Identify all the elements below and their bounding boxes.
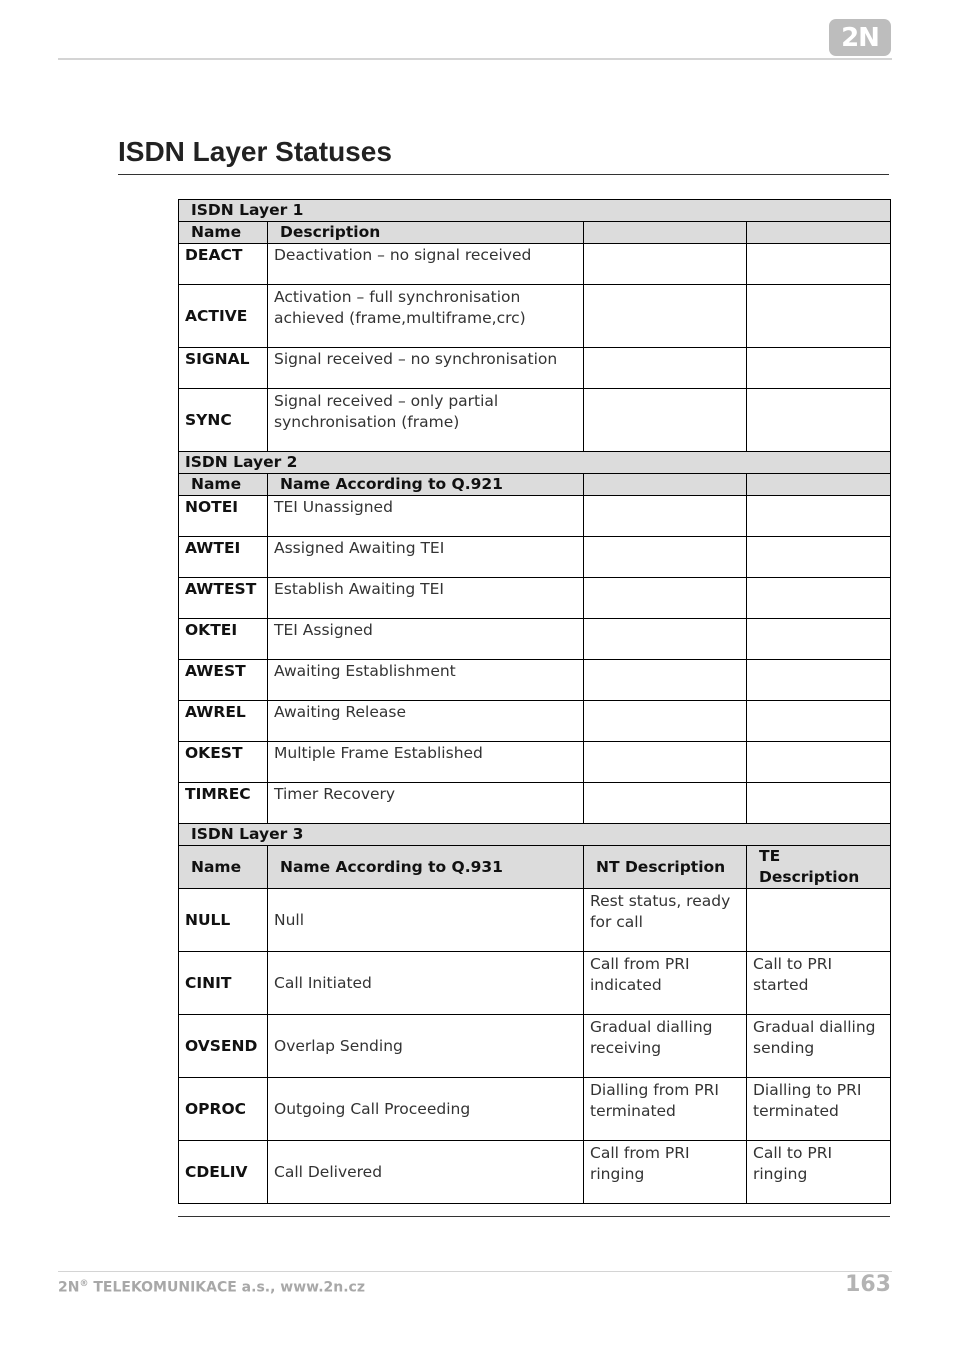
status-desc: Outgoing Call Proceeding xyxy=(268,1078,584,1141)
status-desc: Assigned Awaiting TEI xyxy=(268,537,584,578)
status-name: NOTEI xyxy=(179,496,268,537)
status-desc: Awaiting Release xyxy=(268,701,584,742)
te-desc xyxy=(747,889,891,952)
status-name: CDELIV xyxy=(179,1141,268,1204)
status-desc: Multiple Frame Established xyxy=(268,742,584,783)
table-row xyxy=(179,537,891,578)
table-row xyxy=(179,578,891,619)
status-name: DEACT xyxy=(179,244,268,285)
layer2-col-name: Name xyxy=(179,474,268,496)
status-name: ACTIVE xyxy=(179,285,268,348)
layer2-section-row xyxy=(179,452,891,474)
status-name: SYNC xyxy=(179,389,268,452)
layer3-section-row xyxy=(179,824,891,846)
table-bottom-rule xyxy=(178,1216,890,1217)
company-logo: 2N xyxy=(829,19,891,56)
status-name: OKEST xyxy=(179,742,268,783)
nt-desc: Gradual dialling receiving xyxy=(584,1015,747,1078)
layer3-header-row xyxy=(179,846,891,889)
layer3-col-te: TE Description xyxy=(747,846,891,889)
nt-desc: Dialling from PRI terminated xyxy=(584,1078,747,1141)
status-desc: Timer Recovery xyxy=(268,783,584,824)
layer2-title: ISDN Layer 2 xyxy=(179,452,891,474)
status-name: NULL xyxy=(179,889,268,952)
layer3-col-desc: Name According to Q.931 xyxy=(268,846,584,889)
table-row xyxy=(179,1141,891,1204)
layer1-title: ISDN Layer 1 xyxy=(191,201,304,219)
te-desc: Dialling to PRI terminated xyxy=(747,1078,891,1141)
table-row xyxy=(179,1078,891,1141)
layer3-title: ISDN Layer 3 xyxy=(191,825,304,843)
status-name: OVSEND xyxy=(179,1015,268,1078)
te-desc: Call to PRI started xyxy=(747,952,891,1015)
status-name: AWREL xyxy=(179,701,268,742)
table-row xyxy=(179,701,891,742)
layer3-col-nt: NT Description xyxy=(584,846,747,889)
status-name: OKTEI xyxy=(179,619,268,660)
table-row xyxy=(179,285,891,348)
layer1-section-row xyxy=(179,200,891,222)
footer-company xyxy=(58,1279,365,1296)
status-desc: Overlap Sending xyxy=(268,1015,584,1078)
status-name: AWTEI xyxy=(179,537,268,578)
table-row xyxy=(179,660,891,701)
status-desc: Deactivation – no signal received xyxy=(268,244,584,285)
status-desc: Activation – full synchronisation achieved (frame,multiframe,crc) xyxy=(268,285,584,348)
te-desc: Call to PRI ringing xyxy=(747,1141,891,1204)
table-row xyxy=(179,742,891,783)
title-rule xyxy=(118,174,889,175)
table-row xyxy=(179,244,891,285)
layer1-header-row xyxy=(179,222,891,244)
status-desc: Establish Awaiting TEI xyxy=(268,578,584,619)
table-row xyxy=(179,952,891,1015)
te-desc: Gradual dialling sending xyxy=(747,1015,891,1078)
table-row xyxy=(179,889,891,952)
page-title: ISDN Layer Statuses xyxy=(118,136,392,167)
table-row xyxy=(179,496,891,537)
nt-desc: Rest status, ready for call xyxy=(584,889,747,952)
status-name: CINIT xyxy=(179,952,268,1015)
layer2-header-row xyxy=(179,474,891,496)
status-name: OPROC xyxy=(179,1078,268,1141)
status-desc: Signal received – no synchronisation xyxy=(268,348,584,389)
status-desc: Call Initiated xyxy=(268,952,584,1015)
status-desc: Call Delivered xyxy=(268,1141,584,1204)
status-desc: TEI Assigned xyxy=(268,619,584,660)
layer1-col-name: Name xyxy=(179,222,268,244)
status-name: TIMREC xyxy=(179,783,268,824)
header-rule xyxy=(58,58,892,60)
isdn-status-table xyxy=(178,199,891,1204)
status-name: AWEST xyxy=(179,660,268,701)
table-row xyxy=(179,1015,891,1078)
status-desc: Signal received – only partial synchronisation (frame) xyxy=(268,389,584,452)
status-desc: TEI Unassigned xyxy=(268,496,584,537)
table-row xyxy=(179,619,891,660)
layer3-col-name: Name xyxy=(179,846,268,889)
footer-company-text: TELEKOMUNIKACE a.s., www.2n.cz xyxy=(88,1279,365,1296)
table-row xyxy=(179,783,891,824)
status-desc: Awaiting Establishment xyxy=(268,660,584,701)
layer2-col-desc: Name According to Q.921 xyxy=(268,474,584,496)
status-name: SIGNAL xyxy=(179,348,268,389)
table-row xyxy=(179,389,891,452)
nt-desc: Call from PRI indicated xyxy=(584,952,747,1015)
footer-brand: 2N xyxy=(58,1279,80,1296)
status-desc: Null xyxy=(268,889,584,952)
registered-mark: ® xyxy=(79,1279,89,1289)
status-name: AWTEST xyxy=(179,578,268,619)
nt-desc: Call from PRI ringing xyxy=(584,1141,747,1204)
table-row xyxy=(179,348,891,389)
footer-rule xyxy=(58,1271,892,1272)
layer1-col-desc: Description xyxy=(268,222,584,244)
page-number: 163 xyxy=(845,1272,891,1297)
